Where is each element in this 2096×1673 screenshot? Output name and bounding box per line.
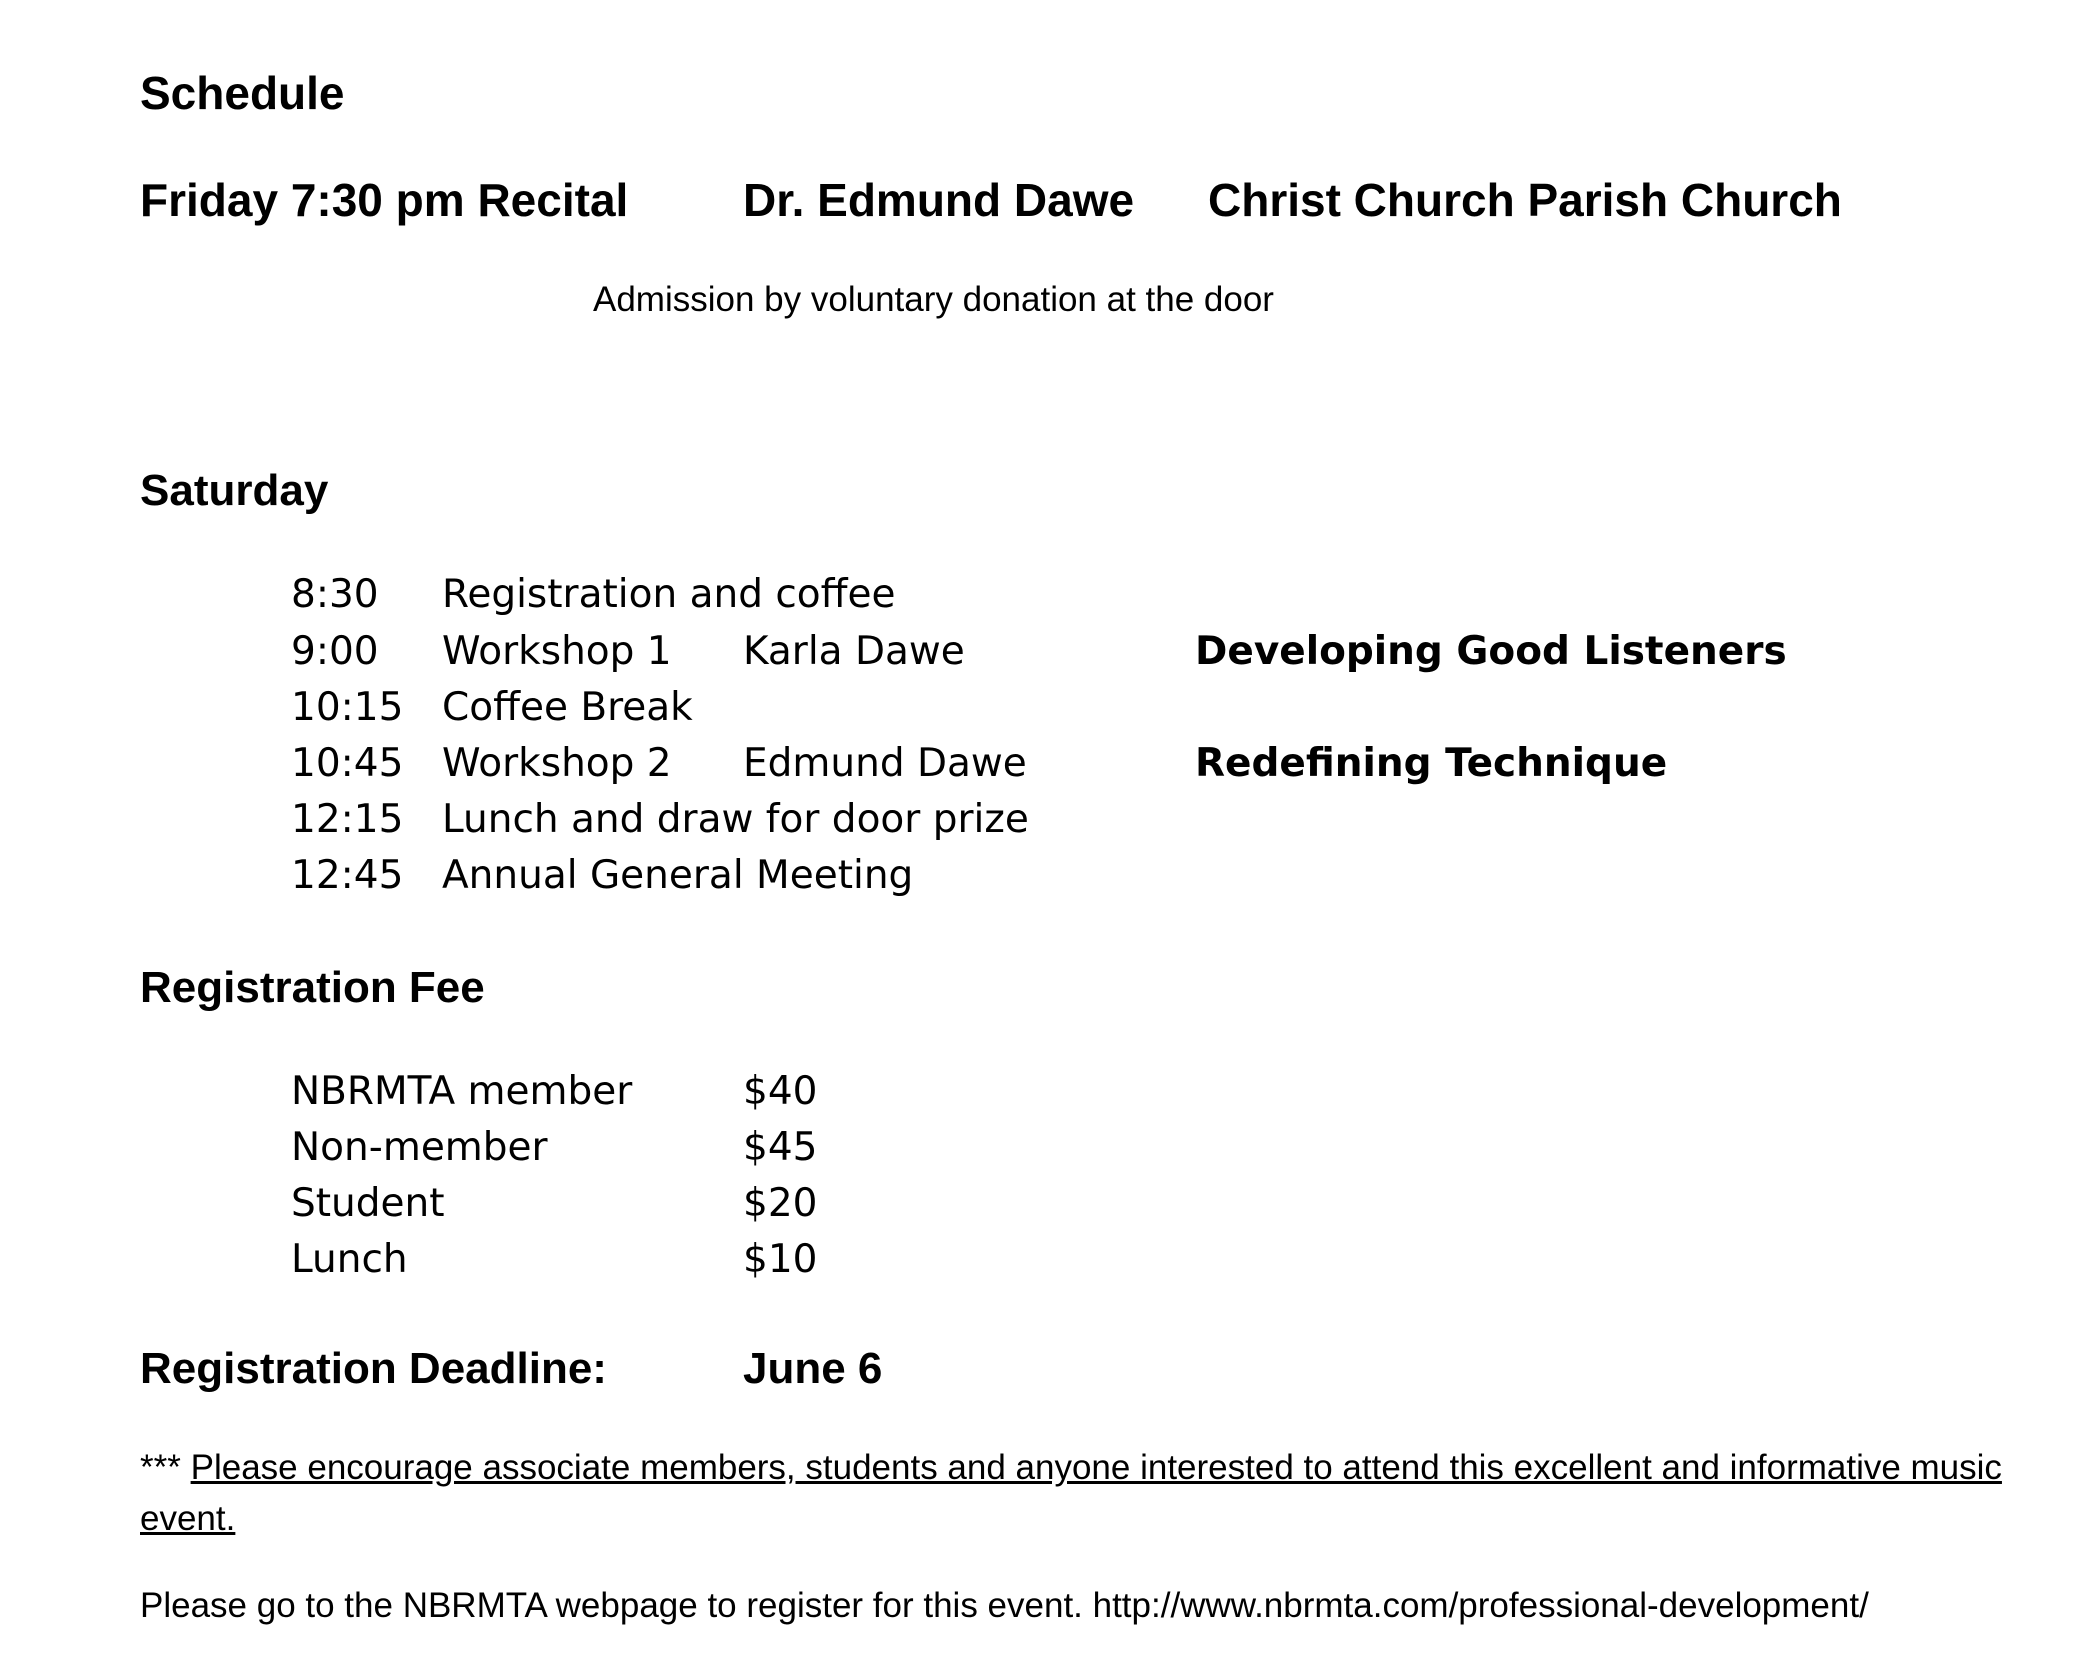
schedule-row [0, 629, 2096, 685]
friday-performer: Dr. Edmund Dawe [743, 174, 1135, 226]
fee-row [0, 1237, 2096, 1293]
schedule-event: Annual General Meeting [442, 853, 914, 898]
fee-price: $20 [743, 1181, 818, 1226]
note-prefix: *** [140, 1448, 181, 1487]
fee-row [0, 1181, 2096, 1237]
deadline-label: Registration Deadline: [140, 1344, 607, 1393]
friday-recital-label: Friday 7:30 pm Recital [140, 174, 629, 226]
page-title: Schedule [140, 67, 345, 119]
encouragement-note [140, 1442, 2040, 1544]
fee-price: $10 [743, 1237, 818, 1282]
schedule-presenter: Karla Dawe [743, 629, 965, 674]
fee-row [0, 1069, 2096, 1125]
schedule-event: Workshop 1 [442, 629, 672, 674]
schedule-topic: Developing Good Listeners [1195, 629, 1787, 674]
deadline-date: June 6 [743, 1344, 883, 1393]
schedule-event: Registration and coffee [442, 572, 896, 617]
schedule-row [0, 741, 2096, 797]
schedule-event: Coffee Break [442, 685, 693, 730]
schedule-time: 8:30 [291, 572, 379, 617]
register-instructions: Please go to the NBRMTA webpage to register for this event. http://www.nbrmta.com/professional-development/ [140, 1586, 1869, 1625]
note-text: Please encourage associate members, students and anyone interested to attend this excellent and informative music event. [140, 1448, 2002, 1538]
schedule-event: Lunch and draw for door prize [442, 797, 1029, 842]
schedule-time: 12:15 [291, 797, 404, 842]
schedule-topic: Redefining Technique [1195, 741, 1668, 786]
friday-venue: Christ Church Parish Church [1208, 174, 1842, 226]
schedule-row [0, 853, 2096, 909]
fee-price: $45 [743, 1125, 818, 1170]
fee-category: NBRMTA member [291, 1069, 633, 1114]
registration-fee-heading: Registration Fee [140, 963, 485, 1012]
fee-category: Lunch [291, 1237, 408, 1282]
schedule-event: Workshop 2 [442, 741, 672, 786]
fee-price: $40 [743, 1069, 818, 1114]
admission-note: Admission by voluntary donation at the door [593, 280, 1274, 319]
schedule-presenter: Edmund Dawe [743, 741, 1027, 786]
fee-category: Student [291, 1181, 445, 1226]
fee-row [0, 1125, 2096, 1181]
schedule-row [0, 797, 2096, 853]
schedule-row [0, 572, 2096, 628]
schedule-time: 9:00 [291, 629, 379, 674]
schedule-row [0, 685, 2096, 741]
schedule-time: 10:45 [291, 741, 404, 786]
saturday-heading: Saturday [140, 466, 329, 515]
schedule-time: 12:45 [291, 853, 404, 898]
fee-category: Non-member [291, 1125, 548, 1170]
schedule-time: 10:15 [291, 685, 404, 730]
